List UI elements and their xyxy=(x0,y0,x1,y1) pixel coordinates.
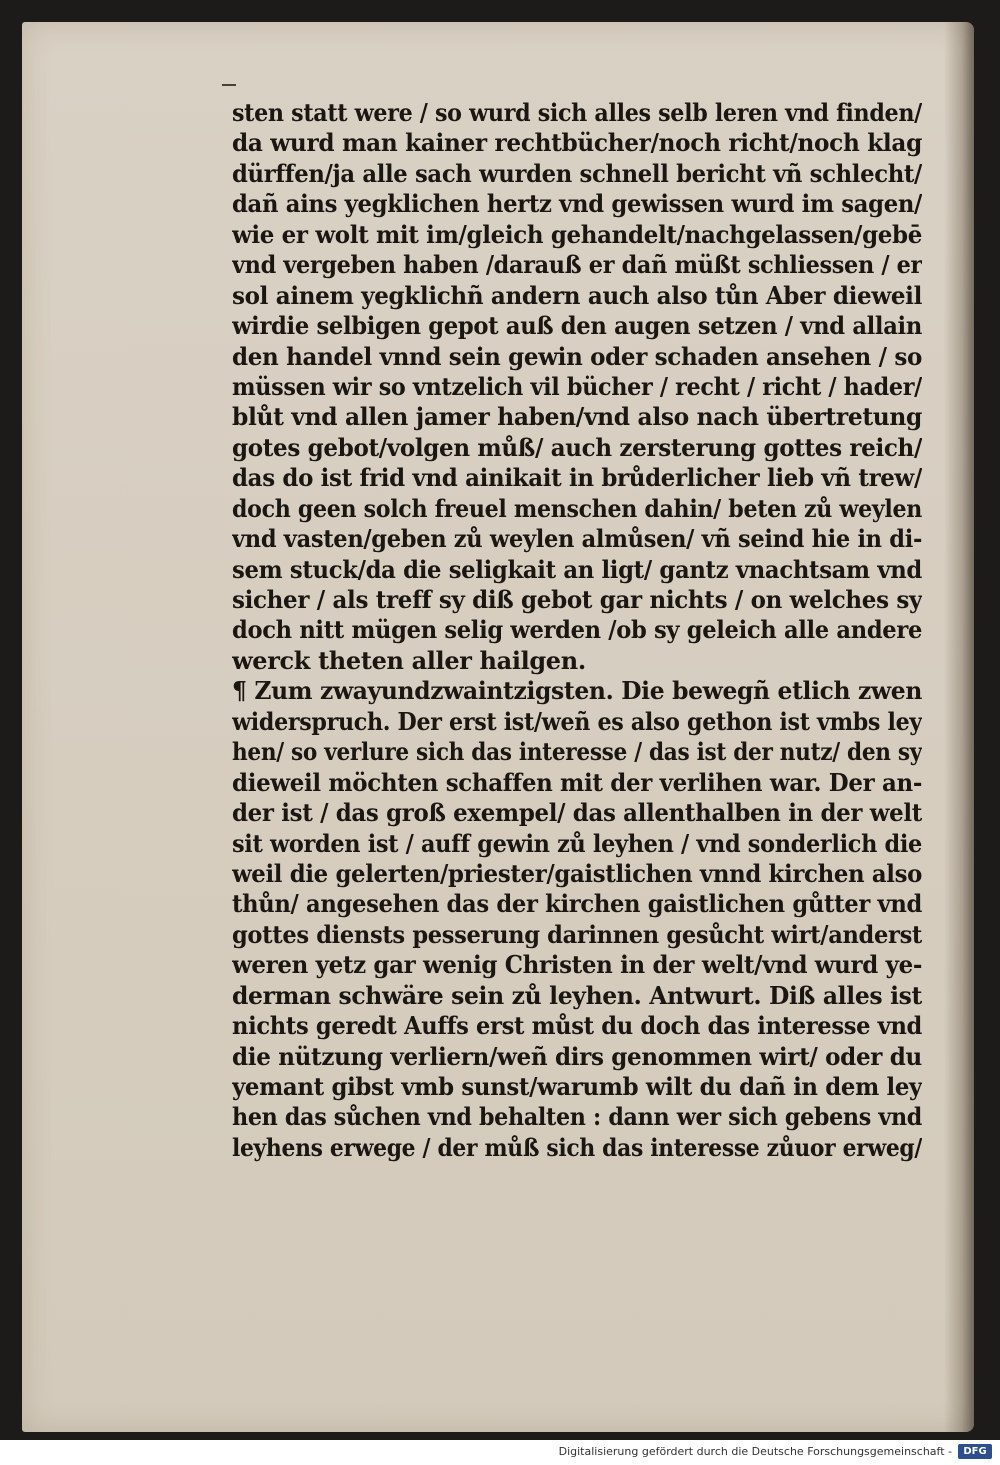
text-line: die nützung verliern/weñ dirs genommen wirt/ oder du xyxy=(232,1041,922,1071)
text-line: weren yetz gar wenig Christen in der welt/vnd wurd ye- xyxy=(232,950,922,980)
text-line: sicher / als treff sy diß gebot gar nichts / on welches sy xyxy=(232,585,922,614)
text-line: sit worden ist / auff gewin zů leyhen / vnd sonderlich die xyxy=(232,828,922,858)
dfg-logo-icon: DFG xyxy=(958,1444,992,1459)
text-line: werck theten aller hailgen. xyxy=(232,645,586,675)
footer-credit: Digitalisierung gefördert durch die Deutsche Forschungsgemeinschaft - xyxy=(558,1445,952,1458)
text-line: wie er wolt mit im/gleich gehandelt/nachgelassen/gebē xyxy=(232,219,922,249)
text-line: nichts geredt Auffs erst můst du doch das interesse vnd xyxy=(232,1011,922,1041)
text-line: dürffen/ja alle sach wurden schnell bericht vñ schlecht/ xyxy=(232,158,922,188)
text-line: sem stuck/da die seligkait an ligt/ gantz vnachtsam vnd xyxy=(232,554,922,584)
text-line: yemant gibst vmb sunst/warumb wilt du dañ in dem ley xyxy=(232,1072,922,1101)
text-line: wirdie selbigen gepot auß den augen setzen / vnd allain xyxy=(232,311,922,341)
page-text xyxy=(232,98,922,1163)
text-line: widerspruch. Der erst ist/weñ es also gethon ist vmbs ley xyxy=(232,706,922,736)
text-line: den handel vnnd sein gewin oder schaden ansehen / so xyxy=(232,341,922,371)
page-mark xyxy=(222,84,236,86)
text-line: hen/ so verlure sich das interesse / das ist der nutz/ den sy xyxy=(232,737,922,767)
text-line: müssen wir so vntzelich vil bücher / recht / richt / hader/ xyxy=(232,371,922,401)
text-line: weil die gelerten/priester/gaistlichen vnnd kirchen also xyxy=(232,858,922,888)
text-line: dieweil möchten schaffen mit der verlihen war. Der an- xyxy=(232,767,922,797)
text-line: hen das sůchen vnd behalten : dann wer sich gebens vnd xyxy=(232,1102,922,1132)
text-line: da wurd man kainer rechtbücher/noch richt/noch klag xyxy=(232,128,922,158)
text-line: der ist / das groß exempel/ das allenthalben in der welt xyxy=(232,798,922,828)
text-line: doch nitt mügen selig werden /ob sy geleich alle andere xyxy=(232,615,922,645)
text-line: sten statt were / so wurd sich alles selb leren vnd finden/ xyxy=(232,98,922,127)
text-line: derman schwäre sein zů leyhen. Antwurt. Diß alles ist xyxy=(232,980,922,1010)
text-line: das do ist frid vnd ainikait in brůderlicher lieb vñ trew/ xyxy=(232,463,922,493)
footer-bar xyxy=(0,1440,1000,1465)
text-line: gottes diensts pesserung darinnen gesůcht wirt/anderst xyxy=(232,919,922,949)
text-line: thůn/ angesehen das der kirchen gaistlichen gůtter vnd xyxy=(232,889,922,919)
text-line: leyhens erwege / der můß sich das interesse zůuor erweg/ xyxy=(232,1132,922,1162)
text-line: gotes gebot/volgen můß/ auch zersterung gottes reich/ xyxy=(232,432,922,462)
text-line: blůt vnd allen jamer haben/vnd also nach übertretung xyxy=(232,402,922,432)
text-line: dañ ains yegklichen hertz vnd gewissen wurd im sagen/ xyxy=(232,189,922,219)
text-line: vnd vasten/geben zů weylen almůsen/ vñ seind hie in di- xyxy=(232,524,922,554)
text-line: doch geen solch freuel menschen dahin/ beten zů weylen xyxy=(232,493,922,523)
text-line: vnd vergeben haben /darauß er dañ müßt schliessen / er xyxy=(232,250,922,280)
page-edge-shadow xyxy=(944,22,974,1432)
text-line: ¶ Zum zwayundzwaintzigsten. Die bewegñ etlich zwen xyxy=(232,676,922,706)
text-line: sol ainem yegklichñ andern auch also tůn Aber dieweil xyxy=(232,280,922,310)
